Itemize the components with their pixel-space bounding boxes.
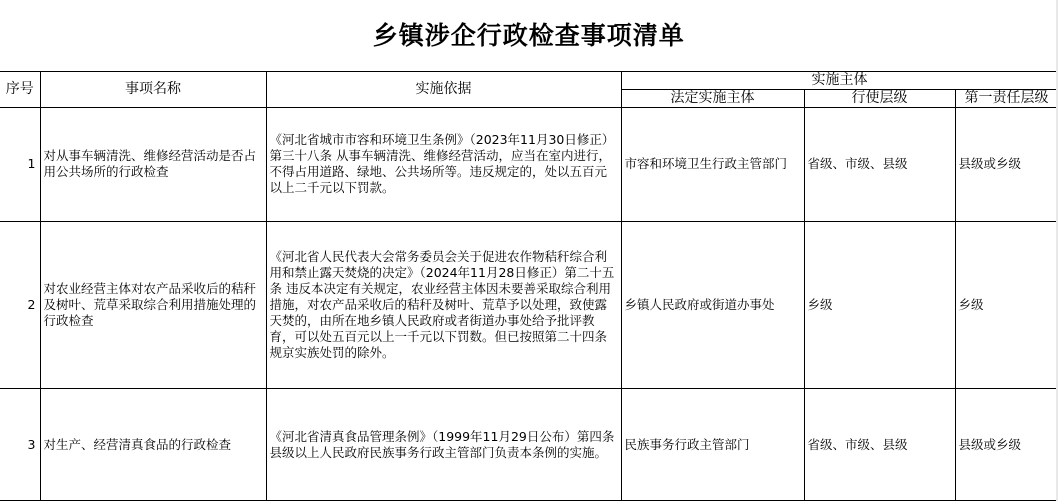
header-subject-group: 实施主体	[621, 72, 1058, 89]
table-row	[0, 107, 1058, 222]
cell-basis: 《河北省清真食品管理条例》（1999年11月29日公布）第四条县级以上人民政府民族事务行政主管部门负责本条例的实施。	[266, 389, 621, 501]
cell-index: 3	[0, 389, 40, 501]
cell-exercise-level: 乡级	[804, 222, 955, 389]
header-legal-subject: 法定实施主体	[621, 89, 804, 107]
cell-item-name: 对生产、经营清真食品的行政检查	[40, 389, 266, 501]
page-title: 乡镇涉企行政检查事项清单	[0, 0, 1058, 72]
header-basis: 实施依据	[266, 72, 621, 107]
header-first-responsible-level: 第一责任层级	[955, 89, 1058, 107]
header-index: 序号	[0, 72, 40, 107]
header-item-name: 事项名称	[40, 72, 266, 107]
cell-legal-subject: 民族事务行政主管部门	[621, 389, 804, 501]
cell-basis: 《河北省人民代表大会常务委员会关于促进农作物秸秆综合利用和禁止露天焚烧的决定》（2024年11月28日修正）第二十五条 违反本决定有关规定，农业经营主体因未要善采取综合利用措施，对农产品采收后的秸秆及树叶、荒草予以处理，致使露天焚的，由所在地乡镇人民政府或者街道办事处给予批评教育，可以处五百元以上一千元以下罚数。但已按照第二十四条规京实族处罚的除外。	[266, 222, 621, 389]
cell-index: 1	[0, 107, 40, 222]
cell-index: 2	[0, 222, 40, 389]
cell-legal-subject: 乡镇人民政府或街道办事处	[621, 222, 804, 389]
cell-first-responsible-level: 县级或乡级	[955, 389, 1058, 501]
cell-exercise-level: 省级、市级、县级	[804, 107, 955, 222]
cell-basis: 《河北省城市市容和环境卫生条例》（2023年11月30日修正）第三十八条 从事车辆清洗、维修经营活动，应当在室内进行，不得占用道路、绿地、公共场所等。违反规定的，处以五百元以上二千元以下罚款。	[266, 107, 621, 222]
cell-item-name: 对从事车辆清洗、维修经营活动是否占用公共场所的行政检查	[40, 107, 266, 222]
table-row	[0, 389, 1058, 501]
cell-legal-subject: 市容和环境卫生行政主管部门	[621, 107, 804, 222]
cell-first-responsible-level: 乡级	[955, 222, 1058, 389]
cell-first-responsible-level: 县级或乡级	[955, 107, 1058, 222]
header-exercise-level: 行使层级	[804, 89, 955, 107]
cell-item-name: 对农业经营主体对农产品采收后的秸秆及树叶、荒草采取综合利用措施处理的行政检查	[40, 222, 266, 389]
cell-exercise-level: 省级、市级、县级	[804, 389, 955, 501]
table-row	[0, 222, 1058, 389]
